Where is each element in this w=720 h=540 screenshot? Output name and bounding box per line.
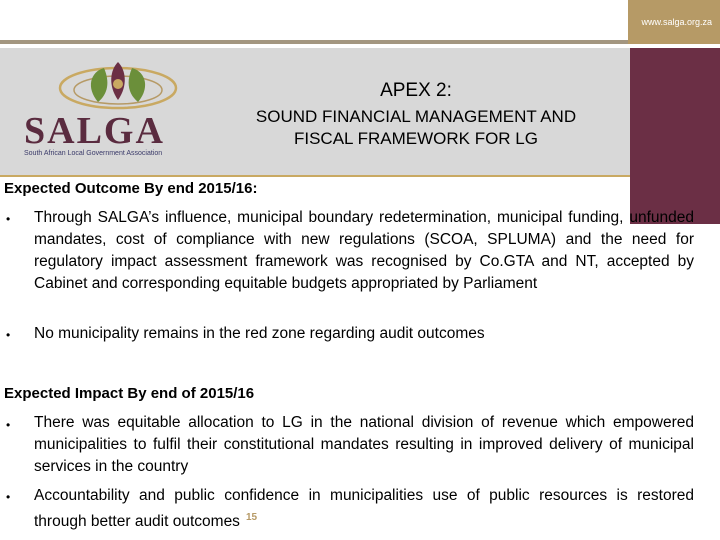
bullet-marker: • [6, 490, 11, 504]
outcome-bullet-1: Through SALGA’s influence, municipal boundary redetermination, municipal funding, unfunded mandates, cost of compliance with new regulations (SCOA, SPLUMA) and the need for regulatory impact assessment framework was recognised by Co.GTA and NT, accepted by Cabinet and corresponding equitable budgets appropriated by Parliament [34, 209, 694, 292]
bullet-marker: • [6, 212, 11, 226]
header-underline [0, 175, 630, 177]
slide-subtitle [214, 106, 618, 150]
side-accent-panel [630, 48, 720, 224]
logo-leaf-left [91, 68, 107, 102]
subtitle-line-2: FISCAL FRAMEWORK FOR LG [293, 129, 538, 148]
website-url[interactable]: www.salga.org.za [628, 0, 720, 44]
logo-leaf-right [129, 68, 145, 102]
section-heading-impact: Expected Impact By end of 2015/16 [4, 385, 255, 402]
bullet-marker: • [6, 418, 11, 432]
top-divider [0, 40, 628, 44]
logo-tagline: South African Local Government Association [24, 150, 163, 157]
section-heading-outcome: Expected Outcome By end 2015/16: [4, 180, 258, 197]
impact-bullet-1: There was equitable allocation to LG in the national division of revenue which empowered municipalities to fulfil their constitutional mandates resulting in improved delivery of municipal services in the country [34, 414, 694, 475]
impact-bullet-2 [34, 485, 694, 533]
outcome-bullet-2: No municipality remains in the red zone regarding audit outcomes [34, 325, 485, 342]
subtitle-line-1: SOUND FINANCIAL MANAGEMENT AND [255, 107, 577, 126]
page-number: 15 [245, 512, 258, 523]
impact-bullet-2-text: Accountability and public confidence in municipalities use of public resources is restored through better audit outcomes [34, 487, 694, 531]
logo-wordmark: SALGA [24, 110, 165, 152]
logo-seed [113, 79, 123, 89]
bullet-marker: • [6, 328, 11, 342]
slide-title: APEX 2: [380, 80, 452, 101]
